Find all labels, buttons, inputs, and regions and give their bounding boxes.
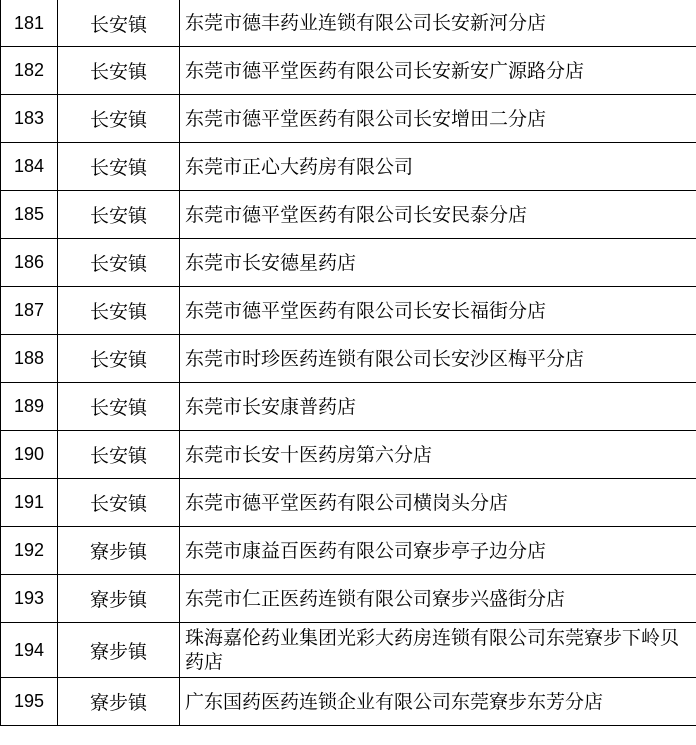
table-row [1,623,696,678]
pharmacy-name-cell: 东莞市长安十医药房第六分店 [180,431,696,479]
town-cell: 寮步镇 [58,623,180,678]
town-cell: 长安镇 [58,143,180,191]
town-cell: 长安镇 [58,383,180,431]
town-cell: 长安镇 [58,431,180,479]
town-cell: 长安镇 [58,287,180,335]
row-number: 194 [1,623,58,678]
table-row [1,287,696,335]
table-row [1,335,696,383]
pharmacy-name-cell: 东莞市正心大药房有限公司 [180,143,696,191]
town-cell: 寮步镇 [58,678,180,726]
table-row [1,47,696,95]
pharmacy-name-cell: 东莞市德平堂医药有限公司长安长福街分店 [180,287,696,335]
row-number: 181 [1,0,58,47]
pharmacy-name-cell: 东莞市仁正医药连锁有限公司寮步兴盛街分店 [180,575,696,623]
town-cell: 长安镇 [58,479,180,527]
row-number: 183 [1,95,58,143]
table-row [1,479,696,527]
table-row [1,95,696,143]
table-row [1,678,696,726]
pharmacy-name-cell: 东莞市德平堂医药有限公司横岗头分店 [180,479,696,527]
pharmacy-name-cell: 东莞市长安德星药店 [180,239,696,287]
pharmacy-name-cell: 东莞市德丰药业连锁有限公司长安新河分店 [180,0,696,47]
row-number: 184 [1,143,58,191]
town-cell: 长安镇 [58,239,180,287]
table-row [1,191,696,239]
pharmacy-name-cell: 东莞市长安康普药店 [180,383,696,431]
row-number: 186 [1,239,58,287]
town-cell: 长安镇 [58,95,180,143]
table-row [1,0,696,47]
row-number: 190 [1,431,58,479]
pharmacy-name-cell: 东莞市康益百医药有限公司寮步亭子边分店 [180,527,696,575]
row-number: 188 [1,335,58,383]
row-number: 189 [1,383,58,431]
row-number: 182 [1,47,58,95]
town-cell: 长安镇 [58,0,180,47]
pharmacy-name-cell: 东莞市时珍医药连锁有限公司长安沙区梅平分店 [180,335,696,383]
row-number: 192 [1,527,58,575]
town-cell: 寮步镇 [58,575,180,623]
row-number: 191 [1,479,58,527]
table-row [1,383,696,431]
town-cell: 长安镇 [58,335,180,383]
pharmacy-name-cell: 东莞市德平堂医药有限公司长安民泰分店 [180,191,696,239]
table-row [1,239,696,287]
pharmacy-name-cell: 广东国药医药连锁企业有限公司东莞寮步东芳分店 [180,678,696,726]
pharmacy-name-cell: 珠海嘉伦药业集团光彩大药房连锁有限公司东莞寮步下岭贝药店 [180,623,696,678]
table-row [1,431,696,479]
row-number: 185 [1,191,58,239]
row-number: 187 [1,287,58,335]
town-cell: 长安镇 [58,47,180,95]
table-row [1,527,696,575]
table-row [1,143,696,191]
pharmacy-name-cell: 东莞市德平堂医药有限公司长安增田二分店 [180,95,696,143]
pharmacy-name-cell: 东莞市德平堂医药有限公司长安新安广源路分店 [180,47,696,95]
town-cell: 长安镇 [58,191,180,239]
town-cell: 寮步镇 [58,527,180,575]
table-row [1,575,696,623]
row-number: 195 [1,678,58,726]
row-number: 193 [1,575,58,623]
